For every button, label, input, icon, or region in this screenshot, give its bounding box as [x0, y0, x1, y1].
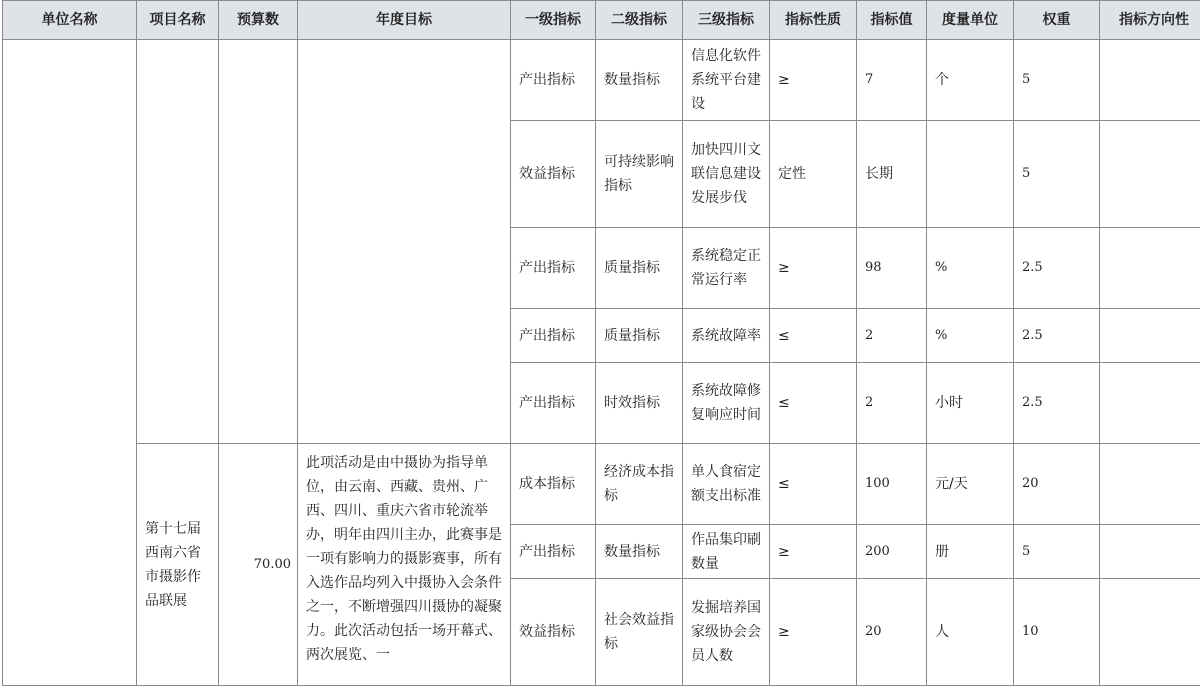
weight-cell: 5 [1014, 40, 1100, 121]
level1-cell: 效益指标 [511, 121, 596, 228]
budget-cell: 70.00 [219, 444, 298, 686]
unit-cell: % [927, 309, 1014, 363]
direction-cell [1100, 363, 1200, 444]
nature-cell: ≤ [770, 363, 857, 444]
value-cell: 2 [857, 363, 927, 444]
level3-cell: 信息化软件系统平台建设 [683, 40, 770, 121]
level3-cell: 系统稳定正常运行率 [683, 228, 770, 309]
weight-cell: 2.5 [1014, 228, 1100, 309]
weight-cell: 20 [1014, 444, 1100, 525]
header-level2: 二级指标 [596, 1, 683, 40]
unit-cell: % [927, 228, 1014, 309]
header-level3: 三级指标 [683, 1, 770, 40]
header-nature: 指标性质 [770, 1, 857, 40]
level1-cell: 成本指标 [511, 444, 596, 525]
level2-cell: 质量指标 [596, 228, 683, 309]
project-a-goal-cell [298, 40, 511, 444]
direction-cell [1100, 40, 1200, 121]
unit-cell: 个 [927, 40, 1014, 121]
value-cell: 20 [857, 579, 927, 686]
value-cell: 2 [857, 309, 927, 363]
direction-cell [1100, 121, 1200, 228]
direction-cell [1100, 579, 1200, 686]
direction-cell [1100, 444, 1200, 525]
header-unit-name: 单位名称 [3, 1, 137, 40]
level2-cell: 质量指标 [596, 309, 683, 363]
weight-cell: 10 [1014, 579, 1100, 686]
table-row [3, 444, 1200, 525]
nature-cell: ≥ [770, 525, 857, 579]
performance-indicator-table [2, 0, 1200, 686]
weight-cell: 2.5 [1014, 363, 1100, 444]
header-weight: 权重 [1014, 1, 1100, 40]
value-cell: 200 [857, 525, 927, 579]
weight-cell: 5 [1014, 121, 1100, 228]
level1-cell: 效益指标 [511, 579, 596, 686]
header-project-name: 项目名称 [137, 1, 219, 40]
level3-cell: 发掘培养国家级协会会员人数 [683, 579, 770, 686]
nature-cell: ≥ [770, 40, 857, 121]
level2-cell: 数量指标 [596, 40, 683, 121]
level2-cell: 数量指标 [596, 525, 683, 579]
weight-cell: 5 [1014, 525, 1100, 579]
value-cell: 98 [857, 228, 927, 309]
header-direction: 指标方向性 [1100, 1, 1200, 40]
level3-cell: 系统故障率 [683, 309, 770, 363]
level2-cell: 时效指标 [596, 363, 683, 444]
header-budget: 预算数 [219, 1, 298, 40]
direction-cell [1100, 228, 1200, 309]
level1-cell: 产出指标 [511, 363, 596, 444]
header-row [3, 1, 1200, 40]
unit-cell: 人 [927, 579, 1014, 686]
value-cell: 100 [857, 444, 927, 525]
unit-cell: 册 [927, 525, 1014, 579]
level3-cell: 作品集印刷数量 [683, 525, 770, 579]
unit-cell [927, 121, 1014, 228]
level3-cell: 系统故障修复响应时间 [683, 363, 770, 444]
nature-cell: ≤ [770, 444, 857, 525]
unit-name-cell [3, 40, 137, 686]
unit-cell: 元/天 [927, 444, 1014, 525]
direction-cell [1100, 525, 1200, 579]
header-annual-goal: 年度目标 [298, 1, 511, 40]
level2-cell: 可持续影响指标 [596, 121, 683, 228]
table-row [3, 40, 1200, 121]
header-level1: 一级指标 [511, 1, 596, 40]
level1-cell: 产出指标 [511, 309, 596, 363]
value-cell: 7 [857, 40, 927, 121]
level3-cell: 加快四川文联信息建设发展步伐 [683, 121, 770, 228]
header-value: 指标值 [857, 1, 927, 40]
level1-cell: 产出指标 [511, 40, 596, 121]
project-a-budget-cell [219, 40, 298, 444]
annual-goal-cell: 此项活动是由中摄协为指导单位，由云南、西藏、贵州、广西、四川、重庆六省市轮流举办，明年由四川主办，此赛事是一项有影响力的摄影赛事，所有入选作品均列入中摄协入会条件之一，不断增强四川摄协的凝聚力。此次活动包括一场开幕式、两次展览、一 [298, 444, 511, 686]
project-a-name-cell [137, 40, 219, 444]
level2-cell: 经济成本指标 [596, 444, 683, 525]
nature-cell: ≥ [770, 228, 857, 309]
nature-cell: ≤ [770, 309, 857, 363]
nature-cell: 定性 [770, 121, 857, 228]
level1-cell: 产出指标 [511, 525, 596, 579]
level2-cell: 社会效益指标 [596, 579, 683, 686]
header-unit: 度量单位 [927, 1, 1014, 40]
direction-cell [1100, 309, 1200, 363]
level1-cell: 产出指标 [511, 228, 596, 309]
level3-cell: 单人食宿定额支出标准 [683, 444, 770, 525]
weight-cell: 2.5 [1014, 309, 1100, 363]
unit-cell: 小时 [927, 363, 1014, 444]
value-cell: 长期 [857, 121, 927, 228]
nature-cell: ≥ [770, 579, 857, 686]
project-name-cell: 第十七届西南六省市摄影作品联展 [137, 444, 219, 686]
